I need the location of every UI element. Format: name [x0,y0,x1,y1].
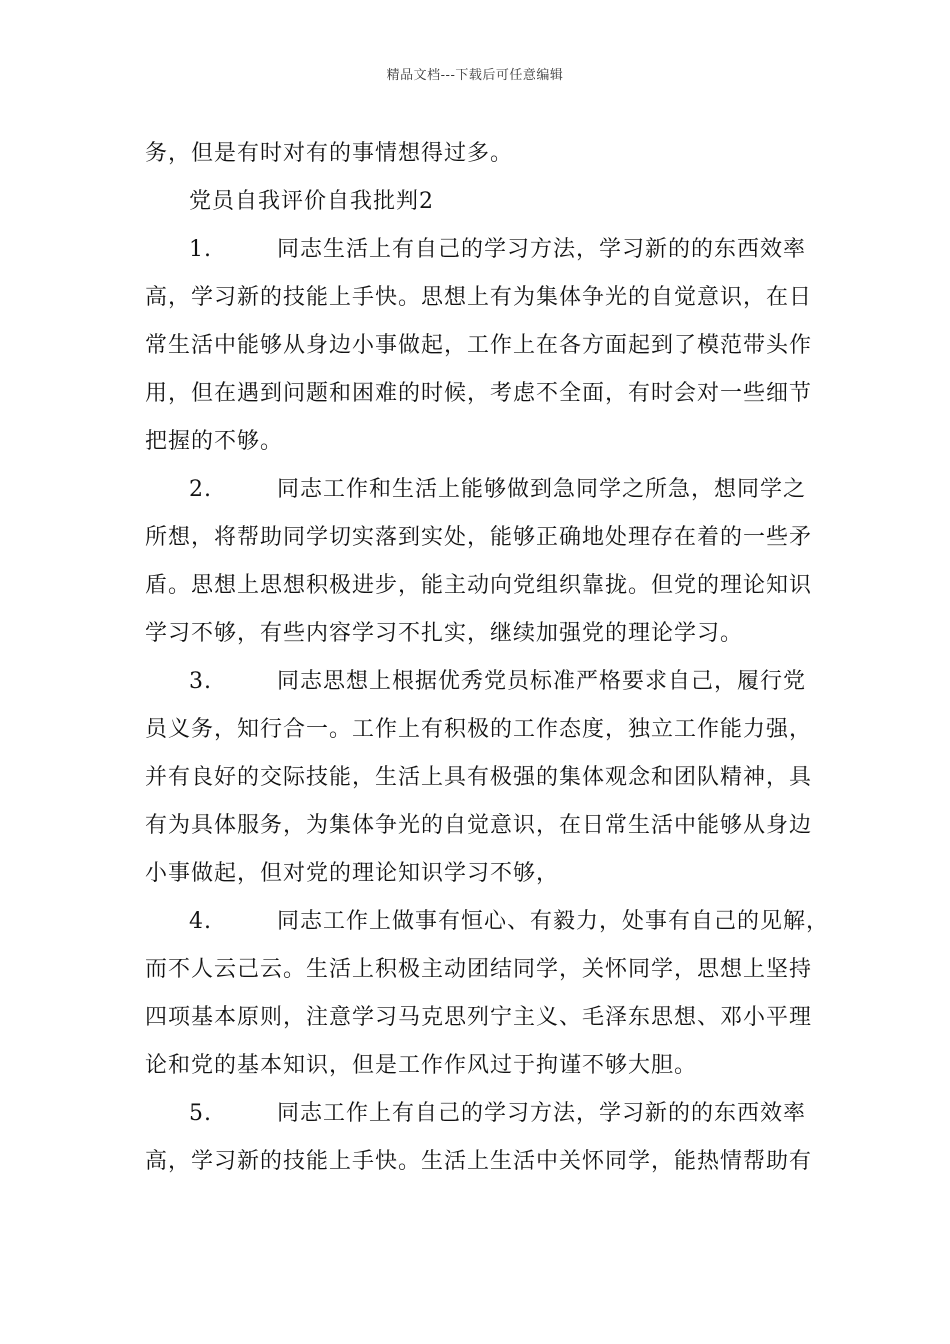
list-item-text: 同志工作上做事有恒心、有毅力，处事有自己的见解， [277,909,830,934]
list-item-line: 把握的不够。 [145,429,284,454]
list-item-text: 同志工作上有自己的学习方法，学习新的的东西效率 [277,1101,807,1126]
list-item-line: 四项基本原则，注意学习马克思列宁主义、毛泽东思想、邓小平理 [145,1005,813,1030]
list-item-first-line [145,466,815,514]
list-item-line: 并有良好的交际技能，生活上具有极强的集体观念和团队精神，具 [145,765,813,790]
list-item-line: 小事做起，但对党的理论知识学习不够， [145,861,560,886]
list-item-line: 而不人云己云。生活上积极主动团结同学，关怀同学，思想上坚持 [145,957,813,982]
list-item-text: 同志生活上有自己的学习方法，学习新的的东西效率 [277,237,807,262]
list-item-text: 同志工作和生活上能够做到急同学之所急，想同学之 [277,477,807,502]
list-item [145,226,815,466]
list-item-number: 4. [189,909,212,934]
list-item-line: 学习不够，有些内容学习不扎实，继续加强党的理论学习。 [145,621,744,646]
list-item [145,1090,815,1186]
list-item [145,898,830,1090]
list-item-line: 员义务，知行合一。工作上有积极的工作态度，独立工作能力强， [145,717,813,742]
list-item-first-line [145,898,830,946]
list-item-number: 2. [189,477,212,502]
list-item-line: 常生活中能够从身边小事做起，工作上在各方面起到了模范带头作 [145,333,813,358]
list-item-line: 高，学习新的技能上手快。生活上生活中关怀同学，能热情帮助有 [145,1149,813,1174]
list-item-line: 所想，将帮助同学切实落到实处，能够正确地处理存在着的一些矛 [145,525,813,550]
list-item-line: 有为具体服务，为集体争光的自觉意识，在日常生活中能够从身边 [145,813,813,838]
list-item [145,466,815,658]
list-item-line: 用，但在遇到问题和困难的时候，考虑不全面，有时会对一些细节 [145,381,813,406]
list-item-line: 盾。思想上思想积极进步，能主动向党组织靠拢。但党的理论知识 [145,573,813,598]
list-item-first-line [145,1090,815,1138]
list-item-number: 1. [189,237,212,262]
list-item-number: 3. [189,669,212,694]
list-item-line: 论和党的基本知识，但是工作作风过于拘谨不够大胆。 [145,1053,698,1078]
list-item-line: 高，学习新的技能上手快。思想上有为集体争光的自觉意识，在日 [145,285,813,310]
intro-line: 务，但是有时对有的事情想得过多。 [145,141,514,166]
list-item-number: 5. [189,1101,212,1126]
numbered-list [145,226,830,1186]
list-item-text: 同志思想上根据优秀党员标准严格要求自己，履行党 [277,669,807,694]
document-body [145,130,830,1186]
page-header: 精品文档---下载后可任意编辑 [386,68,564,83]
list-item-first-line [145,226,815,274]
list-item-first-line [145,658,815,706]
list-item [145,658,815,898]
section-title: 党员自我评价自我批判2 [189,189,434,214]
